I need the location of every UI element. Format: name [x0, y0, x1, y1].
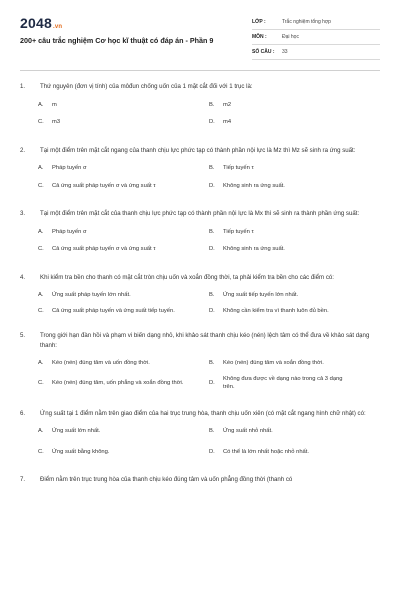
option-a[interactable]: [38, 164, 209, 173]
option-text: Có thể là lớn nhất hoặc nhỏ nhất.: [223, 448, 309, 455]
question-number: 3.: [20, 210, 26, 217]
option-a[interactable]: [38, 291, 209, 300]
option-text: Ứng suất tiếp tuyến lớn nhất.: [223, 292, 299, 298]
option-text: Kéo (nén) đúng tâm, uốn phẳng và xoắn đồng thời.: [52, 379, 184, 386]
option-b[interactable]: [209, 164, 359, 173]
question-item: [0, 273, 400, 316]
option-text: Ứng suất pháp tuyến lớn nhất.: [52, 292, 131, 298]
option-text: m: [52, 101, 57, 108]
option-label: C.: [38, 307, 44, 314]
options-grid: [38, 291, 380, 315]
option-label: D.: [209, 119, 215, 125]
question-item: [0, 409, 400, 457]
question-text: Khi kiểm tra bền cho thanh có mặt cắt tròn chịu uốn và xoắn đồng thời, ta phải kiểm tra bền cho các điểm có:: [40, 273, 334, 281]
site-logo[interactable]: [20, 15, 62, 31]
question-item: [0, 146, 400, 191]
question-text: Tại một điểm trên mặt cắt ngang của thanh chịu lực phức tạp có thành phần nội lực là Mz thì Mz sẽ sinh ra ứng suất:: [40, 146, 356, 154]
option-text: Không sinh ra ứng suất.: [223, 182, 285, 189]
option-label: B.: [209, 101, 215, 108]
question-text: Điểm nằm trên trục trung hòa của thanh chịu kéo đúng tâm và uốn phẳng đồng thời (thanh có: [40, 476, 293, 483]
question-item: [0, 209, 400, 254]
option-label: A.: [38, 360, 44, 366]
option-b[interactable]: [209, 359, 359, 368]
question-text: Thứ nguyên (đơn vị tính) của môđun chống uốn của 1 mặt cắt đối với 1 trục là:: [40, 83, 253, 90]
question-list: [0, 78, 400, 485]
option-label: D.: [209, 307, 215, 314]
option-a[interactable]: [38, 427, 209, 436]
option-label: B.: [209, 360, 215, 366]
option-label: B.: [209, 165, 215, 171]
option-label: A.: [38, 428, 44, 434]
question-text: Ứng suất tại 1 điểm nằm trên giao điểm của hai trục trung hòa, thanh chịu uốn xiên (có mặt cắt ngang hình chữ nhật) có:: [40, 409, 366, 417]
options-grid: [38, 359, 380, 392]
option-text: m3: [52, 119, 61, 125]
option-text: Kéo (nén) đúng tâm và uốn đồng thời.: [52, 360, 150, 366]
option-text: Không cần kiểm tra vì thanh luôn đủ bền.: [223, 307, 329, 314]
option-label: D.: [209, 448, 215, 455]
option-b[interactable]: [209, 228, 359, 237]
question-number: 4.: [20, 273, 26, 281]
meta-value: Đại học: [282, 34, 299, 40]
option-d[interactable]: [209, 307, 359, 316]
meta-value: 33: [282, 49, 288, 55]
option-c[interactable]: [38, 448, 209, 457]
option-b[interactable]: [209, 291, 359, 300]
option-d[interactable]: [209, 375, 359, 392]
meta-key: MÔN :: [252, 34, 267, 40]
options-grid: [38, 101, 380, 127]
document-title: 200+ câu trắc nghiệm Cơ học kĩ thuật có đáp án - Phần 9: [20, 36, 214, 45]
option-c[interactable]: [38, 307, 209, 316]
question-text: Tại một điểm trên mặt cắt của thanh chịu lực phức tạp có thành phần nội lực là Mx thì sẽ sinh ra thành phần ứng suất:: [40, 210, 360, 217]
question-text: Trong giới hạn đàn hồi và phạm vi biến dạng nhỏ, khi khảo sát thanh chịu kéo (nén) lệch tâm có thể đưa về khảo sát dạng thanh:: [40, 332, 370, 349]
option-text: Cả ứng suất pháp tuyến và ứng suất tiếp tuyến.: [52, 307, 175, 314]
question-number: 2.: [20, 146, 26, 154]
header-divider: [20, 70, 380, 71]
option-label: B.: [209, 428, 215, 434]
question-number: 1.: [20, 83, 26, 90]
option-label: C.: [38, 182, 44, 189]
option-label: A.: [38, 228, 44, 235]
question-item: [0, 331, 400, 392]
option-d[interactable]: [209, 448, 359, 457]
option-label: C.: [38, 379, 44, 386]
option-label: A.: [38, 101, 44, 108]
options-grid: [38, 164, 380, 190]
option-text: Pháp tuyến σ: [52, 228, 87, 235]
logo-suffix-text: .vn: [52, 24, 63, 30]
meta-row-count: [252, 45, 380, 60]
option-c[interactable]: [38, 118, 209, 127]
option-a[interactable]: [38, 359, 209, 368]
option-c[interactable]: [38, 245, 209, 254]
option-c[interactable]: [38, 375, 209, 392]
option-b[interactable]: [209, 427, 359, 436]
question-number: 7.: [20, 476, 26, 483]
option-text: Tiếp tuyến τ: [223, 228, 254, 235]
option-label: B.: [209, 228, 215, 235]
option-text: Pháp tuyến σ: [52, 165, 87, 171]
meta-value: Trắc nghiệm tổng hợp: [282, 19, 331, 25]
question-item: [0, 475, 400, 485]
option-text: Không đưa được về dạng nào trong cả 3 dạng trên.: [223, 375, 343, 390]
meta-key: LỚP :: [252, 19, 266, 25]
document-header: [0, 0, 400, 66]
option-label: D.: [209, 379, 215, 386]
option-text: Cả ứng suất pháp tuyến σ và ứng suất τ: [52, 182, 156, 189]
meta-key: SỐ CÂU :: [252, 49, 275, 55]
option-label: D.: [209, 182, 215, 189]
option-text: m4: [223, 119, 232, 125]
option-text: Ứng suất nhỏ nhất.: [223, 428, 273, 434]
option-d[interactable]: [209, 118, 359, 127]
option-label: C.: [38, 448, 44, 455]
options-grid: [38, 228, 380, 254]
option-a[interactable]: [38, 228, 209, 237]
option-text: Tiếp tuyến τ: [223, 165, 254, 171]
option-text: Ứng suất lớn nhất.: [52, 428, 101, 434]
option-c[interactable]: [38, 182, 209, 191]
option-label: A.: [38, 165, 44, 171]
question-number: 5.: [20, 332, 26, 339]
option-label: C.: [38, 119, 44, 125]
option-label: A.: [38, 292, 44, 298]
meta-row-class: [252, 15, 380, 30]
logo-main-text: 2048: [20, 15, 52, 31]
option-label: B.: [209, 292, 215, 298]
option-a[interactable]: [38, 101, 209, 110]
meta-row-subject: [252, 30, 380, 45]
option-text: Ứng suất bằng không.: [52, 448, 110, 455]
option-text: m2: [223, 101, 232, 108]
option-text: Kéo (nén) đúng tâm và xoắn đồng thời.: [223, 360, 324, 366]
option-b[interactable]: [209, 101, 359, 110]
option-label: C.: [38, 246, 44, 252]
question-item: [0, 82, 400, 127]
option-d[interactable]: [209, 182, 359, 191]
question-number: 6.: [20, 409, 26, 417]
option-d[interactable]: [209, 245, 359, 254]
meta-table: [252, 15, 380, 60]
option-label: D.: [209, 246, 215, 252]
options-grid: [38, 427, 380, 456]
option-text: Cả ứng suất pháp tuyến σ và ứng suất τ: [52, 246, 156, 252]
option-text: Không sinh ra ứng suất.: [223, 246, 285, 252]
